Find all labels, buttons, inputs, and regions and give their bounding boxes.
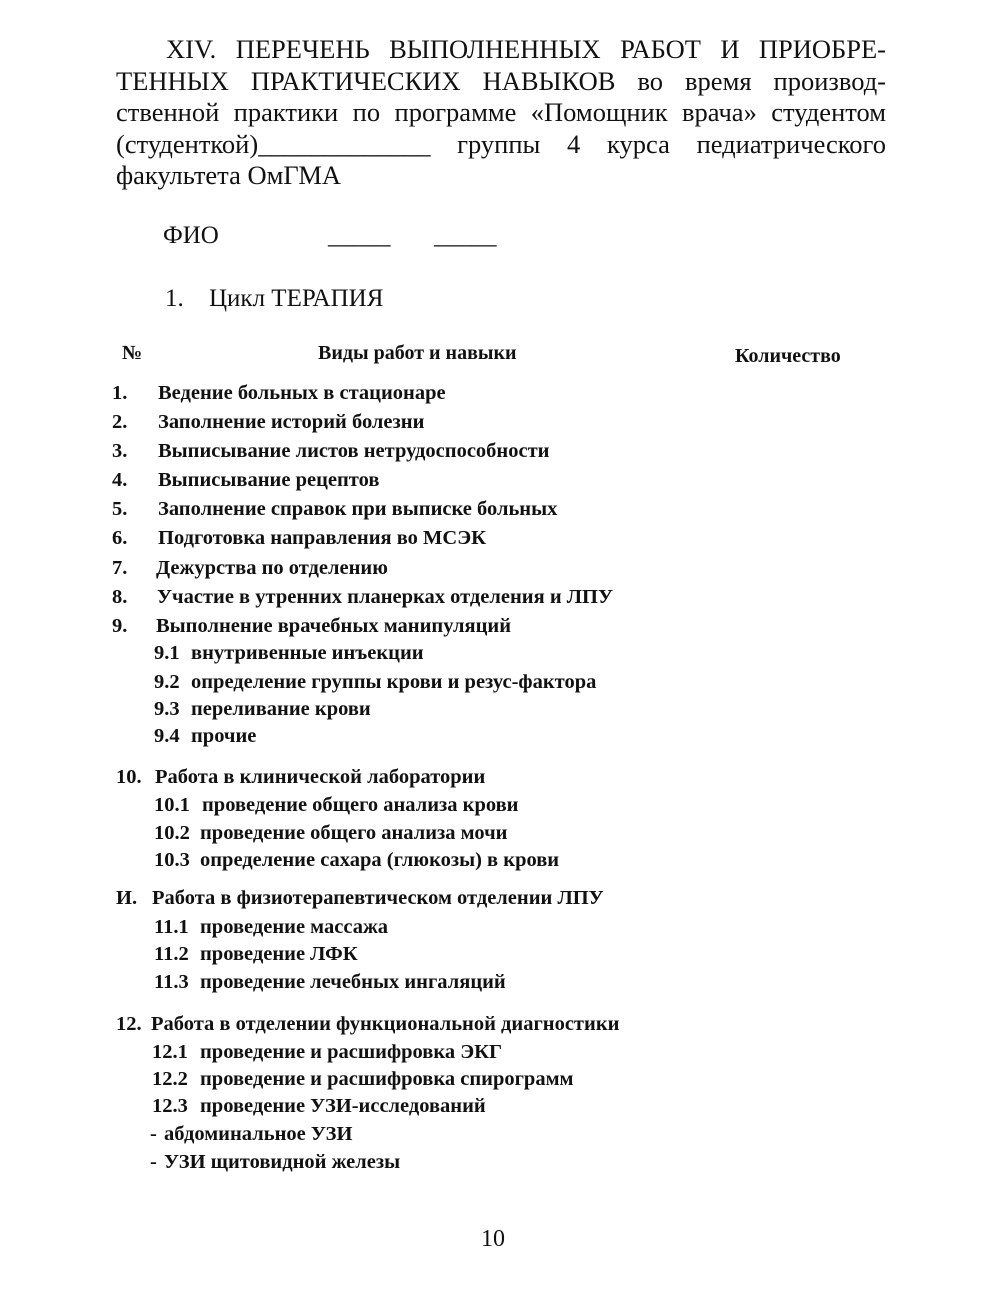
- fio-blank-field: _____: [434, 222, 497, 249]
- cycle-title: Цикл ТЕРАПИЯ: [209, 285, 384, 312]
- list-item-number: 3.: [112, 440, 128, 462]
- list-item-number: 9.1: [154, 642, 180, 664]
- list-item-number: 10.3: [154, 849, 190, 871]
- list-item-text: прочие: [191, 725, 257, 747]
- list-item-text: проведение УЗИ-исследований: [200, 1095, 486, 1117]
- column-header-number: №: [122, 342, 143, 364]
- cycle-heading: [165, 285, 383, 313]
- list-item-number: 8.: [112, 586, 128, 608]
- list-item-number: 12.: [116, 1013, 142, 1035]
- list-item-number: 10.: [116, 766, 142, 788]
- list-item-text: Подготовка направления во МСЭК: [158, 527, 486, 549]
- heading-line: ственной практики по программе «Помощник врача» студентом: [116, 97, 886, 127]
- list-item-text: переливание крови: [191, 698, 371, 720]
- list-item-number: 12.2: [152, 1068, 188, 1090]
- list-item-text: Работа в физиотерапевтическом отделении ЛПУ: [152, 887, 604, 909]
- list-item-number: 11.3: [154, 971, 189, 993]
- list-item-number: И.: [116, 887, 138, 909]
- list-item-number: 5.: [112, 498, 128, 520]
- list-item-text: проведение и расшифровка спирограмм: [200, 1068, 574, 1090]
- heading-line: ТЕННЫХ ПРАКТИЧЕСКИХ НАВЫКОВ во время производ-: [116, 65, 886, 96]
- list-item-number: 10.1: [154, 794, 190, 816]
- list-item-text: определение сахара (глюкозы) в крови: [200, 849, 560, 871]
- list-item-text: Работа в отделении функциональной диагностики: [151, 1013, 620, 1035]
- list-item-text: Ведение больных в стационаре: [158, 382, 446, 404]
- list-item-text: Заполнение историй болезни: [158, 411, 425, 433]
- list-item-number: -: [150, 1151, 157, 1173]
- list-item-number: 9.: [112, 615, 128, 637]
- list-item-text: Работа в клинической лаборатории: [155, 766, 486, 788]
- list-item-number: 11.1: [154, 916, 189, 938]
- list-item-number: 2.: [112, 411, 128, 433]
- list-item-text: Участие в утренних планерках отделения и ЛПУ: [157, 586, 614, 608]
- list-item-text: определение группы крови и резус-фактора: [191, 671, 597, 693]
- list-item-number: -: [150, 1123, 157, 1145]
- list-item-text: проведение массажа: [200, 916, 389, 938]
- list-item-number: 9.4: [154, 725, 180, 747]
- list-item-text: проведение общего анализа крови: [202, 794, 519, 816]
- heading-line: (студенткой)_____________ группы 4 курса педиатрического: [116, 128, 886, 159]
- column-header-quantity: Количество: [735, 345, 841, 367]
- list-item-text: проведение ЛФК: [200, 943, 358, 965]
- page-number: 10: [481, 1226, 505, 1252]
- list-item-number: 12.1: [152, 1041, 188, 1063]
- list-item-number: 11.2: [154, 943, 189, 965]
- list-item-number: 12.3: [152, 1095, 188, 1117]
- list-item-text: внутривенные инъекции: [191, 642, 424, 664]
- list-item-number: 6.: [112, 527, 128, 549]
- list-item-text: Дежурства по отделению: [156, 557, 388, 579]
- list-item-number: 10.2: [154, 822, 190, 844]
- fio-blank-field: _____: [328, 222, 391, 249]
- list-item-text: Выполнение врачебных манипуляций: [156, 615, 512, 637]
- list-item-number: 9.2: [154, 671, 180, 693]
- list-item-number: 4.: [112, 469, 128, 491]
- list-item-text: проведение лечебных ингаляций: [200, 971, 506, 993]
- heading-line: факультета ОмГМА: [116, 160, 342, 190]
- list-item-text: абдоминальное УЗИ: [164, 1123, 353, 1145]
- list-item-text: проведение общего анализа мочи: [200, 822, 508, 844]
- list-item-number: 7.: [112, 557, 128, 579]
- cycle-number: 1.: [165, 285, 184, 312]
- list-item-number: 9.3: [154, 698, 180, 720]
- list-item-text: Выписывание листов нетрудоспособности: [158, 440, 550, 462]
- heading-line: XIV. ПЕРЕЧЕНЬ ВЫПОЛНЕННЫХ РАБОТ И ПРИОБРЕ-: [166, 34, 886, 64]
- column-header-works: Виды работ и навыки: [318, 342, 517, 364]
- list-item-number: 1.: [112, 382, 128, 404]
- list-item-text: Заполнение справок при выписке больных: [158, 498, 558, 520]
- fio-label: ФИО: [163, 222, 219, 249]
- document-heading: [116, 34, 886, 192]
- list-item-text: проведение и расшифровка ЭКГ: [200, 1041, 503, 1063]
- list-item-text: Выписывание рецептов: [158, 469, 380, 491]
- list-item-text: УЗИ щитовидной железы: [164, 1151, 401, 1173]
